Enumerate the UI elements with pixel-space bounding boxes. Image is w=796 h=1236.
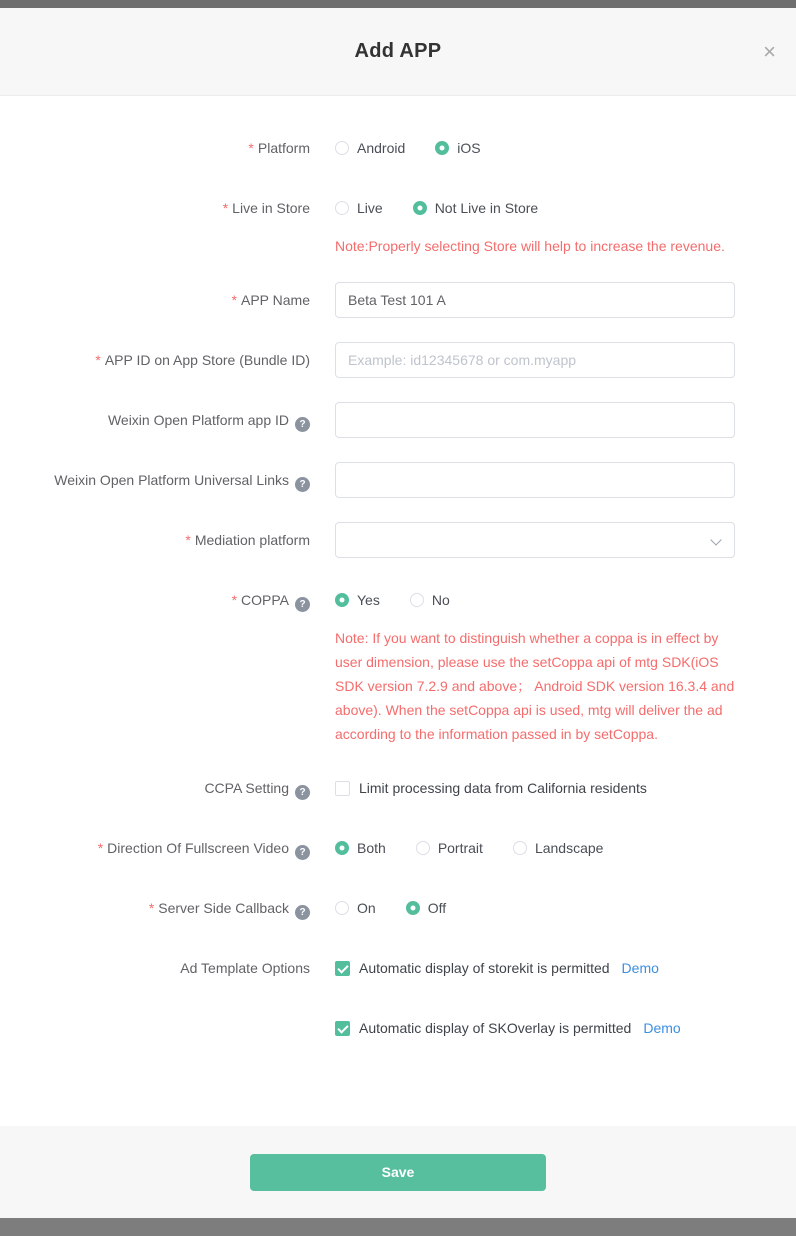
help-icon[interactable]: ? <box>295 597 310 612</box>
radio-unchecked-icon <box>335 141 349 155</box>
ad-template-options-label-text: Ad Template Options <box>180 960 310 976</box>
radio-checked-icon <box>335 841 349 855</box>
live-radio-live[interactable] <box>335 200 383 216</box>
mediation-platform-label <box>0 522 310 558</box>
form-row-direction <box>0 830 796 866</box>
coppa-note: Note: If you want to distinguish whether a coppa is in effect by user dimension, please use the setCoppa api of mtg SDK(iOS SDK version 7.2.9 and above； Android SDK version 16.3.4 and above). When the setCoppa api is used, mtg will deliver the ad according to the information passed in by setCoppa. <box>335 630 735 742</box>
form-row-coppa <box>0 582 796 746</box>
app-id-label-text: APP ID on App Store (Bundle ID) <box>104 352 310 368</box>
direction-both-label: Both <box>357 840 386 856</box>
form-row-live-in-store <box>0 190 796 258</box>
add-app-modal <box>0 8 796 1218</box>
help-icon[interactable]: ? <box>295 477 310 492</box>
direction-label <box>0 830 310 866</box>
radio-checked-icon <box>335 593 349 607</box>
radio-unchecked-icon <box>416 841 430 855</box>
platform-android-label: Android <box>357 140 406 156</box>
app-name-label-text: APP Name <box>241 292 310 308</box>
skoverlay-demo-link[interactable]: Demo <box>643 1020 681 1036</box>
storekit-checkbox-label: Automatic display of storekit is permitted <box>359 960 610 976</box>
coppa-yes-label: Yes <box>357 592 380 608</box>
weixin-app-id-label-text: Weixin Open Platform app ID <box>107 412 289 428</box>
callback-radio-off[interactable] <box>406 900 446 916</box>
platform-radio-ios[interactable] <box>435 140 480 156</box>
close-icon[interactable]: × <box>763 38 776 64</box>
skoverlay-checkbox-label: Automatic display of SKOverlay is permitted <box>359 1020 632 1036</box>
form-row-app-id <box>0 342 796 378</box>
coppa-radio-no[interactable] <box>410 592 450 608</box>
overlay-top <box>0 0 796 8</box>
skoverlay-checkbox[interactable] <box>335 1021 350 1036</box>
form-row-server-side-callback <box>0 890 796 926</box>
form-row-platform <box>0 130 796 166</box>
weixin-universal-links-label-text: Weixin Open Platform Universal Links <box>54 472 289 488</box>
live-radio-not-live[interactable] <box>413 200 539 216</box>
live-in-store-label-text: Live in Store <box>232 200 310 216</box>
not-live-label: Not Live in Store <box>434 200 539 216</box>
modal-footer <box>0 1126 796 1218</box>
radio-unchecked-icon <box>410 593 424 607</box>
callback-radio-on[interactable] <box>335 900 376 916</box>
help-icon[interactable]: ? <box>295 785 310 800</box>
required-asterisk: * <box>231 292 237 308</box>
app-id-input[interactable] <box>335 342 735 378</box>
platform-label-text: Platform <box>257 140 310 156</box>
platform-label <box>0 130 310 166</box>
coppa-radio-yes[interactable] <box>335 592 380 608</box>
callback-off-label: Off <box>427 900 447 916</box>
form-row-ad-template-options <box>0 950 796 1046</box>
required-asterisk: * <box>97 840 104 856</box>
help-icon[interactable]: ? <box>295 845 310 860</box>
modal-header <box>0 8 796 96</box>
weixin-universal-links-label <box>0 462 310 498</box>
required-asterisk: * <box>222 200 229 216</box>
callback-on-label: On <box>357 900 376 916</box>
storekit-checkbox[interactable] <box>335 961 350 976</box>
direction-portrait-label: Portrait <box>437 840 483 856</box>
add-app-form <box>0 96 796 1126</box>
direction-radio-portrait[interactable] <box>416 840 483 856</box>
radio-unchecked-icon <box>335 201 349 215</box>
storekit-demo-link[interactable]: Demo <box>621 960 659 976</box>
coppa-label <box>0 582 310 618</box>
coppa-no-label: No <box>431 592 450 608</box>
weixin-app-id-input[interactable] <box>335 402 735 438</box>
radio-checked-icon <box>406 901 420 915</box>
radio-checked-icon <box>435 141 449 155</box>
required-asterisk: * <box>248 140 254 156</box>
weixin-universal-links-input[interactable] <box>335 462 735 498</box>
ccpa-label-text: CCPA Setting <box>204 780 289 796</box>
direction-radio-both[interactable] <box>335 840 386 856</box>
chevron-down-icon <box>710 534 721 545</box>
live-in-store-note: Note:Properly selecting Store will help to increase the revenue. <box>335 238 725 254</box>
ccpa-checkbox-label: Limit processing data from California residents <box>359 780 647 796</box>
form-row-ccpa <box>0 770 796 806</box>
radio-unchecked-icon <box>335 901 349 915</box>
form-row-weixin-universal-links <box>0 462 796 498</box>
required-asterisk: * <box>185 532 191 548</box>
help-icon[interactable]: ? <box>295 905 310 920</box>
platform-radio-android[interactable] <box>335 140 405 156</box>
platform-ios-label: iOS <box>457 140 481 156</box>
help-icon[interactable]: ? <box>295 417 310 432</box>
direction-landscape-label: Landscape <box>534 840 604 856</box>
form-row-app-name <box>0 282 796 318</box>
mediation-platform-label-text: Mediation platform <box>194 532 310 548</box>
weixin-app-id-label <box>0 402 310 438</box>
ad-template-options-label <box>0 950 310 986</box>
overlay-bottom <box>0 1218 796 1236</box>
save-button[interactable]: Save <box>250 1154 546 1191</box>
direction-radio-landscape[interactable] <box>513 840 604 856</box>
radio-unchecked-icon <box>513 841 527 855</box>
mediation-platform-select[interactable] <box>335 522 735 558</box>
modal-title: Add APP <box>354 40 442 62</box>
ccpa-checkbox[interactable] <box>335 781 350 796</box>
server-side-callback-label <box>0 890 310 926</box>
live-label: Live <box>357 200 383 216</box>
live-in-store-label <box>0 190 310 226</box>
app-name-label <box>0 282 310 318</box>
app-name-input[interactable] <box>335 282 735 318</box>
radio-checked-icon <box>413 201 427 215</box>
form-row-mediation-platform <box>0 522 796 558</box>
required-asterisk: * <box>95 352 101 368</box>
ccpa-label <box>0 770 310 806</box>
form-row-weixin-app-id <box>0 402 796 438</box>
coppa-label-text: COPPA <box>241 592 289 608</box>
direction-label-text: Direction Of Fullscreen Video <box>107 840 289 856</box>
server-side-callback-label-text: Server Side Callback <box>158 900 289 916</box>
required-asterisk: * <box>148 900 155 916</box>
app-id-label <box>0 342 310 378</box>
required-asterisk: * <box>231 592 238 608</box>
